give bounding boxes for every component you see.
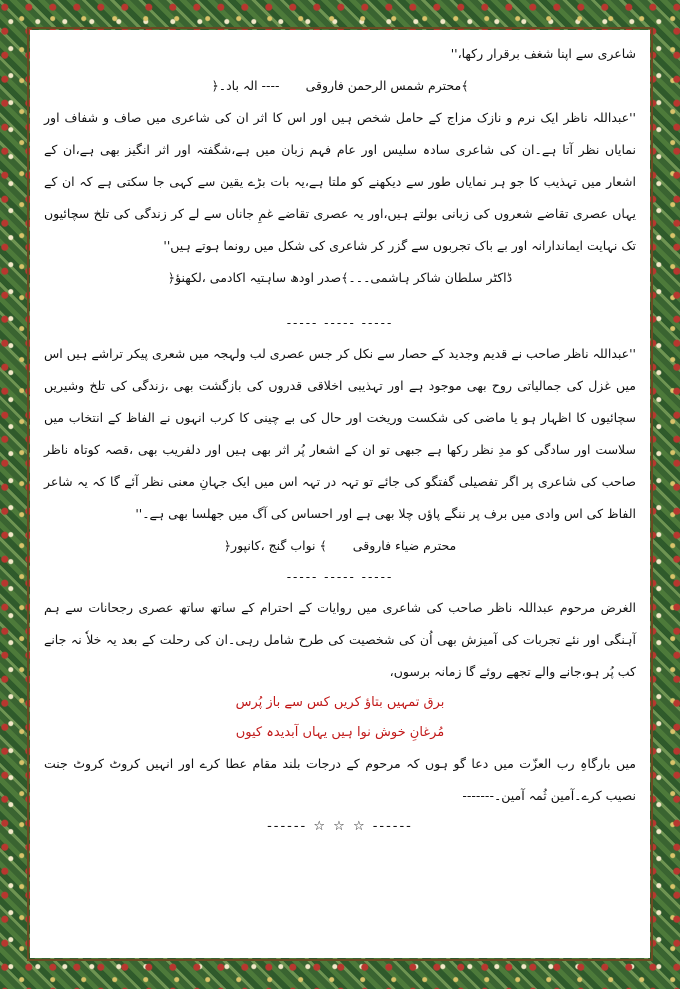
quote-paragraph-2: ''عبداللہ ناظر صاحب نے قدیم وجدید کے حصار سے نکل کر جس عصری لب ولہجہ میں شعری پیکر تراشے ہیں اس میں غزل کی جمالیاتی روح بھی موجود ہے اور تہذیبی اخلاقی قدروں کی بازگشت بھی ،زندگی کی تلخ وشیریں سچائیوں کا اظہار ہو یا ماضی کی شکست وریخت اور حال کی بے چینی کا کرب انہوں نے الفاظ کے انتخاب میں سلاست اور سادگی کو مدِ نظر رکھا ہے جبھی تو ان کے اشعار پُر اثر بھی ہیں اور دلفریب بھی ،قصہ کوتاہ ناظر صاحب کی شاعری پر اگر تفصیلی گفتگو کی جائے تو تہہ در تہہ اس میں ایک جہانِ معنی نظر آئے گا کہ یہ شاعر الفاظ کی اس وادی میں برف پر ننگے پاؤں چلا بھی ہے اور احساس کی آگ میں جھلسا بھی ہے۔'' <box>44 346 636 521</box>
signature-name: محترم ضیاء فاروقی <box>352 538 457 553</box>
closing-paragraph: الغرض مرحوم عبداللہ ناظر صاحب کی شاعری میں روایات کے احترام کے ساتھ ساتھ عصری رجحانات سے ہم آہنگی اور نئے تجربات کی آمیزش بھی اُن کی شخصیت کی طرح شامل رہی۔ان کی رحلت کے بعد یہ خلاٗ نہ جانے کب پُر ہو،جانے والے تجھے روئے گا زمانہ برسوں، <box>44 600 636 679</box>
signature-hashmi: ڈاکٹر سلطان شاکر ہاشمی۔۔۔﴾صدر اودھ ساہتیہ اکادمی ،لکھنؤ﴿ <box>167 270 513 285</box>
intro-line: شاعری سے اپنا شغف برقرار رکھا،'' <box>450 46 636 61</box>
separator-1: ----- ----- ----- <box>286 316 394 330</box>
signature-place: ---- الہ باد۔﴿ <box>211 78 280 93</box>
signature-faruqi <box>44 70 636 102</box>
separator-2: ----- ----- ----- <box>286 570 394 584</box>
ending-stars: ------ ☆ ☆ ☆ ------ <box>267 819 413 834</box>
article-page <box>30 30 650 958</box>
signature-place: ﴾ نواب گنج ،کانپور﴿ <box>223 538 327 553</box>
prayer-paragraph: میں بارگاہِ رب العزّت میں دعا گو ہوں کہ مرحوم کے درجات بلند مقام عطا کرے اور انہیں کروٹ کروٹ جنت نصیب کرے۔آمین ثُمہ آمین۔------- <box>44 756 636 803</box>
verse-line-2: مُرغانِ خوش نوا ہیں یہاں آبدیدہ کیوں <box>235 725 445 740</box>
quote-paragraph-1: ''عبداللہ ناظر ایک نرم و نازک مزاج کے حامل شخص ہیں اور اس کا اثر ان کی شاعری میں صاف و شفاف اور نمایاں نظر آتا ہے۔ان کی شاعری سادہ سلیس اور عام فہم زبان میں ہے،شگفتہ اور اثر انگیز بھی ہے،ان کے اشعار میں تہذیب کا جو ہر نمایاں طور سے دیکھنے کو ملتا ہے،یہ بات بڑے یقین سے کہی جا سکتی ہے کہ ان کے یہاں عصری تقاضے شعروں کی زبانی بولتے ہیں،اور یہ عصری تقاضے غمِ جاناں سے لے کر زندگی کی تلخ سچائیوں تک نہایت ایماندارانہ اور بے باک تجربوں سے گزر کر شاعری کی شکل میں رونما ہوتے ہیں'' <box>44 110 636 253</box>
verse-line-1: برق تمہیں بتاؤ کریں کس سے باز پُرس <box>235 695 445 710</box>
signature-zia-faruqi <box>44 530 636 562</box>
signature-name: ﴾محترم شمس الرحمن فاروقی <box>305 78 469 93</box>
